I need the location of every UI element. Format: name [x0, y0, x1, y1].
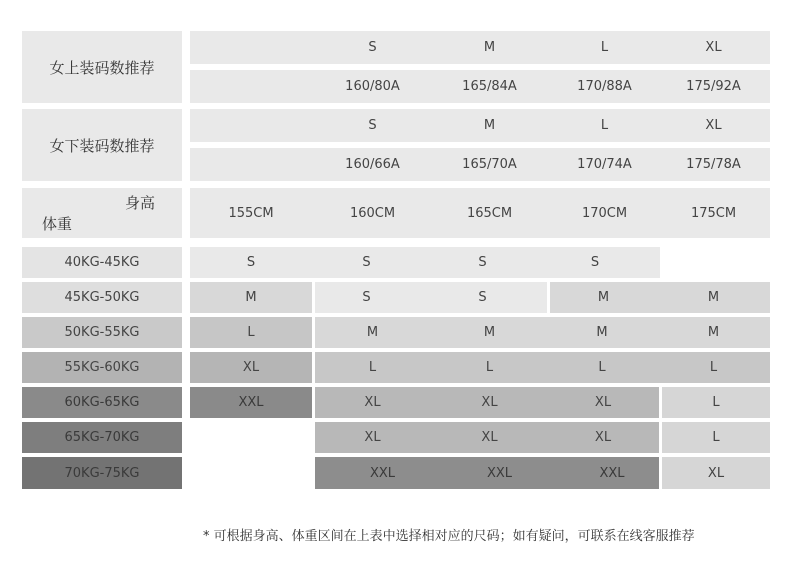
size-cell: XL — [364, 430, 381, 445]
height-155: 155CM — [228, 205, 274, 221]
size-cell: L — [662, 422, 770, 453]
size-cell: L — [662, 387, 770, 418]
weight-label-40-45: 40KG-45KG — [22, 247, 182, 278]
size-cell: M — [596, 325, 608, 340]
size-cell: S — [315, 282, 418, 313]
height-165: 165CM — [466, 205, 513, 221]
height-170: 170CM — [581, 205, 628, 221]
weight-label-60-65: 60KG-65KG — [22, 387, 182, 418]
top-measure-xl: 175/92A — [686, 79, 741, 94]
size-cell: L — [598, 360, 606, 375]
height-160: 160CM — [349, 205, 396, 221]
weight-label-55-60: 55KG-60KG — [22, 352, 182, 383]
footnote: * 可根据身高、体重区间在上表中选择相对应的尺码；如有疑问，可联系在线客服推荐 — [203, 529, 695, 544]
top-size-m: M — [483, 40, 496, 55]
size-cell: XL — [594, 395, 612, 410]
top-size-l: L — [600, 40, 609, 55]
size-cell: XXL — [190, 387, 312, 418]
bottom-measure-m: 165/70A — [462, 157, 517, 172]
top-measure-m: 165/84A — [462, 79, 517, 94]
size-cell: XXL — [369, 465, 396, 481]
size-cell: L — [190, 317, 312, 348]
weight-label-50-55: 50KG-55KG — [22, 317, 182, 348]
size-cell: XL — [481, 395, 498, 410]
size-cell: M — [657, 282, 770, 313]
size-cell: XL — [364, 395, 381, 410]
size-cell: S — [418, 282, 547, 313]
size-cell: L — [485, 360, 494, 375]
height-175: 175CM — [690, 205, 737, 221]
corner-height-label: 身高 — [125, 194, 156, 212]
weight-label-70-75: 70KG-75KG — [22, 457, 182, 489]
top-size-xl: XL — [705, 40, 722, 55]
weight-label-65-70: 65KG-70KG — [22, 422, 182, 453]
size-cell: XL — [662, 457, 770, 489]
bottom-measure-l: 170/74A — [577, 157, 632, 172]
top-measure-l: 170/88A — [577, 79, 632, 94]
size-cell: XL — [594, 430, 612, 445]
size-cell: S — [362, 255, 371, 270]
size-cell: M — [366, 325, 379, 340]
bottom-size-section-label: 女下装码数推荐 — [22, 109, 182, 181]
top-size-s: S — [368, 40, 377, 55]
top-size-section-label: 女上装码数推荐 — [22, 31, 182, 103]
size-cell: S — [590, 255, 600, 270]
size-cell: L — [368, 360, 377, 375]
bottom-size-s: S — [368, 118, 377, 133]
bottom-measure-s: 160/66A — [345, 157, 400, 172]
size-cell: M — [190, 282, 312, 313]
size-cell: XXL — [599, 465, 625, 481]
bottom-size-l: L — [600, 118, 609, 133]
size-cell: XXL — [486, 465, 513, 481]
bottom-measure-xl: 175/78A — [686, 157, 741, 172]
size-cell: M — [707, 325, 720, 340]
corner-weight-label: 体重 — [42, 215, 73, 233]
weight-label-45-50: 45KG-50KG — [22, 282, 182, 313]
size-cell: L — [709, 360, 718, 375]
size-cell: M — [550, 282, 657, 313]
bottom-size-m: M — [483, 118, 496, 133]
size-cell: XL — [190, 352, 312, 383]
size-cell: S — [478, 255, 487, 270]
size-cell: M — [483, 325, 496, 340]
top-measure-s: 160/80A — [345, 79, 400, 94]
size-cell: S — [246, 255, 256, 270]
size-cell: XL — [481, 430, 498, 445]
bottom-size-xl: XL — [705, 118, 722, 133]
